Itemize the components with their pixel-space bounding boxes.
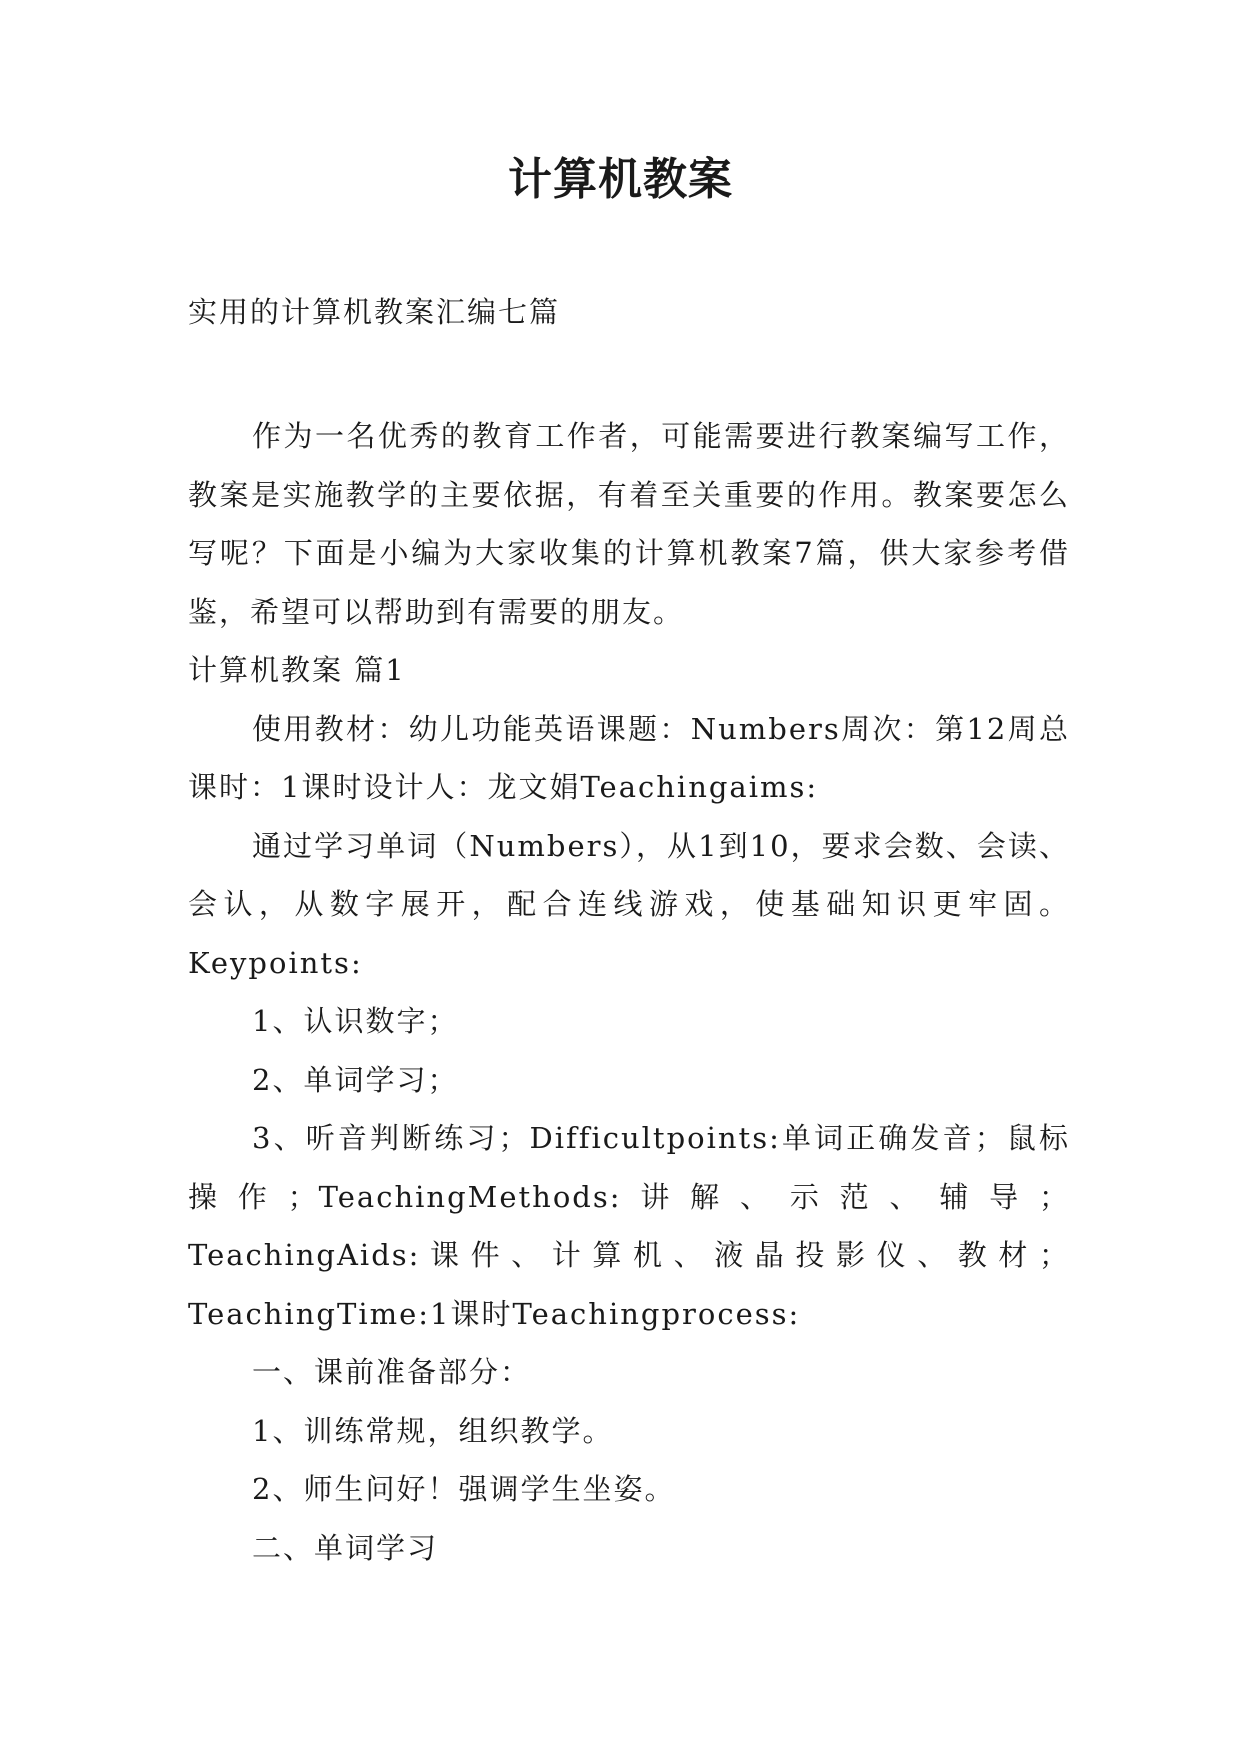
body-paragraph: 通过学习单词（Numbers），从1到10，要求会数、会读、会认，从数字展开，配合连线游戏，使基础知识更牢固。Keypoints: — [188, 828, 1070, 980]
list-item: 3、听音判断练习；Difficultpoints:单词正确发音；鼠标操作；TeachingMethods:讲解、示范、辅导；TeachingAids:课件、计算机、液晶投影仪、教材；TeachingTime:1课时Teachingprocess: — [188, 1121, 1070, 1331]
body-paragraph: 使用教材：幼儿功能英语课题：Numbers周次：第12周总课时：1课时设计人：龙文娟Teachingaims: — [188, 711, 1070, 804]
document-body — [188, 407, 1070, 1577]
document-subtitle: 实用的计算机教案汇编七篇 — [188, 295, 561, 329]
list-item: 1、认识数字； — [252, 1004, 459, 1038]
list-item: 2、单词学习； — [252, 1062, 459, 1097]
list-item: 2、师生问好！强调学生坐姿。 — [252, 1472, 676, 1506]
document-title: 计算机教案 — [508, 154, 733, 205]
list-item: 1、训练常规，组织教学。 — [252, 1413, 614, 1448]
step-heading: 二、单词学习 — [252, 1530, 439, 1565]
step-heading: 一、课前准备部分： — [252, 1355, 532, 1389]
section-heading: 计算机教案 篇1 — [188, 653, 406, 687]
intro-paragraph: 作为一名优秀的教育工作者，可能需要进行教案编写工作，教案是实施教学的主要依据，有着至关重要的作用。教案要怎么写呢？下面是小编为大家收集的计算机教案7篇，供大家参考借鉴，希望可以帮助到有需要的朋友。 — [188, 419, 1070, 629]
